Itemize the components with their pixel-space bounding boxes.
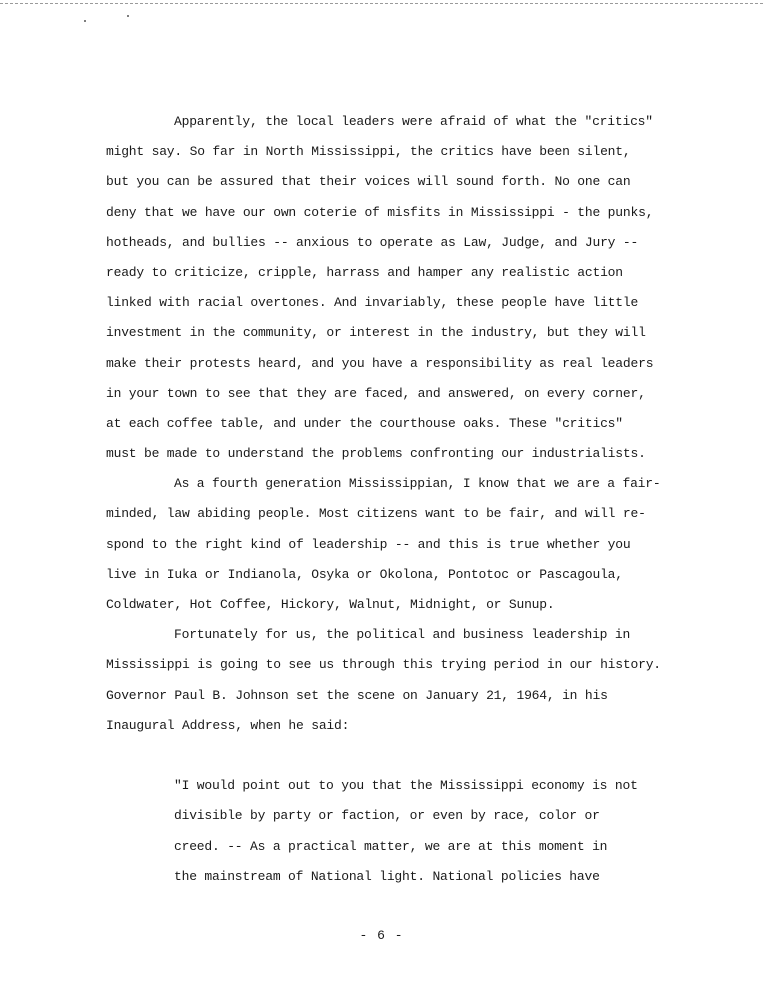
top-dashed-rule — [0, 3, 763, 4]
page-body — [106, 107, 666, 892]
quote-line: divisible by party or faction, or even by race, color or — [174, 808, 600, 824]
scan-speck — [127, 15, 129, 17]
text-line: live in Iuka or Indianola, Osyka or Okolona, Pontotoc or Pascagoula, — [106, 566, 623, 582]
text-line: As a fourth generation Mississippian, I know that we are a fair- — [174, 476, 661, 492]
text-line: Coldwater, Hot Coffee, Hickory, Walnut, Midnight, or Sunup. — [106, 597, 555, 612]
text-line: linked with racial overtones. And invariably, these people have little — [106, 295, 639, 311]
text-line: Fortunately for us, the political and business leadership in — [174, 627, 631, 643]
text-line: ready to criticize, cripple, harrass and hamper any realistic action — [106, 264, 623, 280]
text-line: Inaugural Address, when he said: — [106, 717, 350, 733]
quote-line: "I would point out to you that the Mississippi economy is not — [174, 778, 638, 794]
page-number: - 6 - — [359, 928, 404, 943]
paragraph-1 — [106, 107, 666, 469]
text-line: hotheads, and bullies -- anxious to operate as Law, Judge, and Jury -- — [106, 234, 639, 250]
scan-speck — [84, 20, 86, 22]
text-line: deny that we have our own coterie of misfits in Mississippi - the punks, — [106, 204, 654, 220]
text-line: must be made to understand the problems confronting our industrialists. — [106, 446, 646, 462]
text-line: Governor Paul B. Johnson set the scene on January 21, 1964, in his — [106, 687, 608, 703]
text-line: investment in the community, or interest in the industry, but they will — [106, 325, 646, 341]
quote-line: creed. -- As a practical matter, we are at this moment in — [174, 838, 608, 854]
block-quote — [106, 771, 666, 892]
text-line: Apparently, the local leaders were afraid of what the "critics" — [174, 114, 653, 129]
text-line: at each coffee table, and under the courthouse oaks. These "critics" — [106, 415, 623, 431]
spacer — [106, 741, 666, 771]
text-line: in your town to see that they are faced, and answered, on every corner, — [106, 385, 646, 401]
paragraph-2 — [106, 469, 666, 620]
text-line: make their protests heard, and you have a responsibility as real leaders — [106, 355, 654, 371]
quote-line: the mainstream of National light. National policies have — [174, 868, 600, 884]
text-line: spond to the right kind of leadership -- and this is true whether you — [106, 536, 631, 552]
paragraph-3 — [106, 620, 666, 741]
text-line: minded, law abiding people. Most citizens want to be fair, and will re- — [106, 506, 646, 522]
text-line: Mississippi is going to see us through this trying period in our history. — [106, 657, 661, 673]
text-line: but you can be assured that their voices will sound forth. No one can — [106, 174, 631, 190]
text-line: might say. So far in North Mississippi, the critics have been silent, — [106, 144, 631, 160]
